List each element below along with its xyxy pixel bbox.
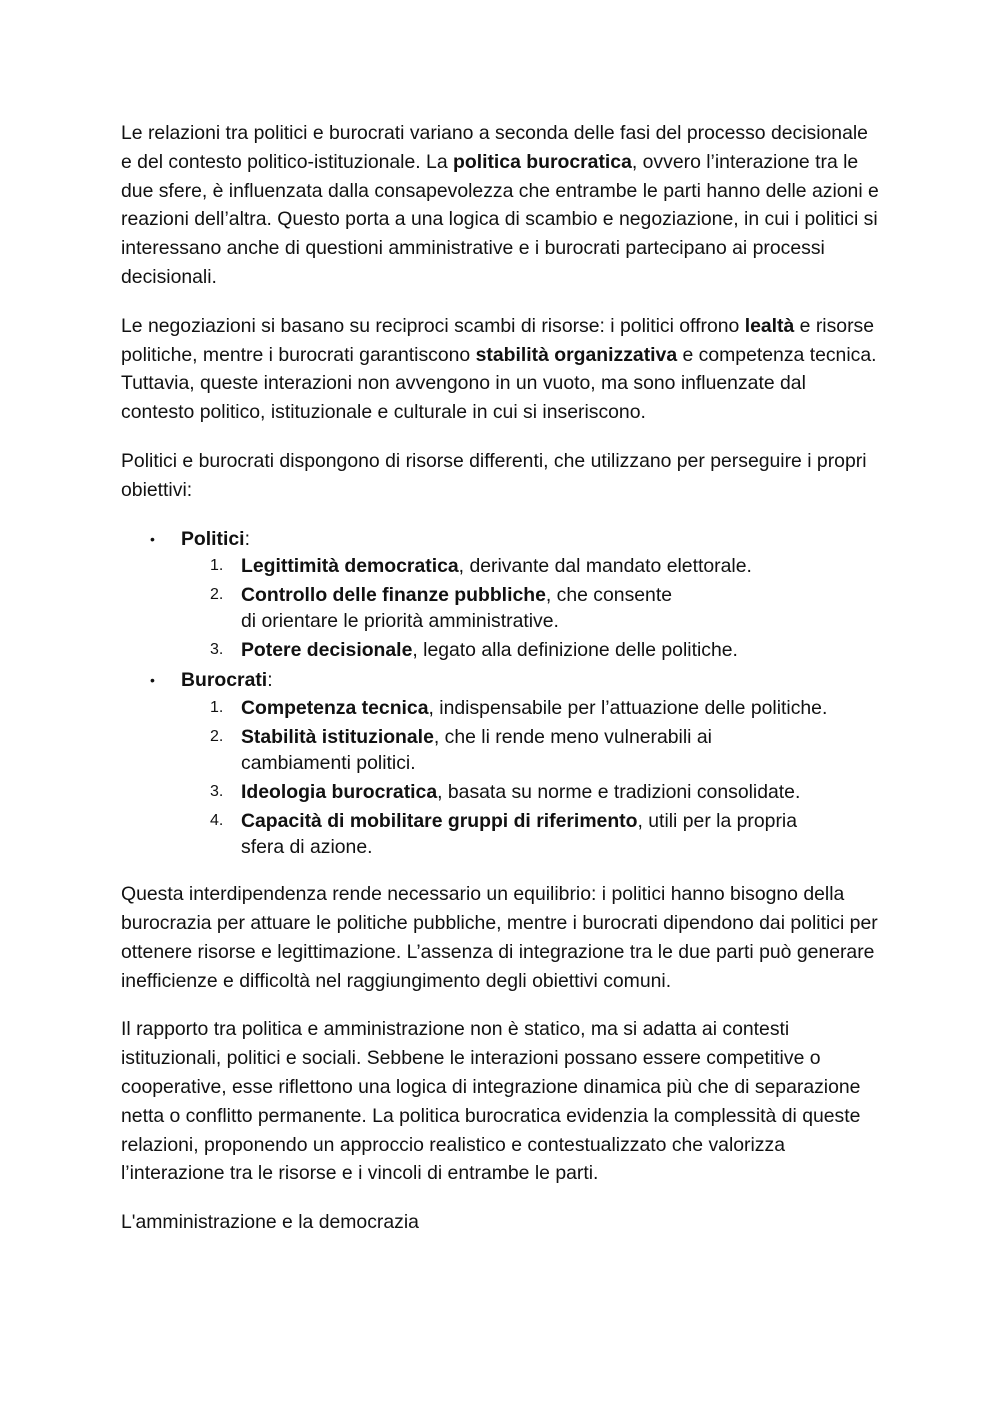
paragraph-text: e competenza tecnica. Tuttavia, queste interazioni non avvengono in un vuoto, ma sono influenzate dal contesto politico, istituzionale e culturale in cui si inseriscono. [121,343,877,424]
group-politici [121,525,881,664]
item-term: Stabilità istituzionale [241,726,434,749]
list-item [181,695,841,721]
item-text: , basata su norme e tradizioni consolidate. [437,781,801,804]
numbered-list [181,553,881,663]
item-term: Capacità di mobilitare gruppi di riferimento [241,810,638,833]
bullet-icon: • [150,672,155,689]
item-text: , che li rende meno vulnerabili ai cambiamenti politici. [241,726,712,775]
paragraph-text: Politici e burocrati dispongono di risorse differenti, che utilizzano per perseguire i propri obiettivi: [121,449,867,501]
list-item [181,582,691,634]
item-term: Controllo delle finanze pubbliche [241,584,546,607]
list-number: 2. [210,586,224,604]
item-text: , utili per la propria sfera di azione. [241,810,798,859]
list-item [181,724,801,776]
resources-list [121,525,881,861]
bold-term-lealta: lealtà [744,314,795,337]
item-text: , legato alla definizione delle politiche. [412,639,738,662]
numbered-list [181,695,881,860]
group-title-suffix: : [267,669,273,692]
paragraph-text: Le negoziazioni si basano su reciproci scambi di risorse: i politici offrono [121,314,745,337]
item-term: Legittimità democratica [241,555,459,578]
item-text: , derivante dal mandato elettorale. [458,555,752,578]
group-title-suffix: : [244,527,250,550]
paragraph-text: Le relazioni tra politici e burocrati variano a seconda delle fasi del processo decisionale e del contesto politico-istituzionale. La [121,122,868,173]
bold-term-politica-burocratica: politica burocratica [453,150,632,173]
list-number: 2. [210,728,224,746]
paragraph-text: e risorse politiche, mentre i burocrati garantiscono [121,314,875,366]
section-heading: L'amministrazione e la democrazia [121,1211,419,1234]
group-title: Politici [181,527,245,550]
list-item [181,637,881,663]
paragraph-4: Questa interdipendenza rende necessario un equilibrio: i politici hanno bisogno della burocrazia per attuare le politiche pubbliche, mentre i burocrati dipendono dai politici per ottenere risorse e legittimazione. L’assenza di integrazione tra le due parti può generare inefficienze e difficoltà nel raggiungimento degli obiettivi comuni. [121,883,878,992]
item-term: Potere decisionale [241,639,413,662]
item-term: Ideologia burocratica [241,781,438,804]
bullet-icon: • [150,530,155,547]
list-item [181,808,841,860]
document-page [121,119,881,1257]
paragraph-text: , ovvero l’interazione tra le due sfere, è influenzata dalla consapevolezza che entrambe le parti hanno delle azioni e reazioni dell’altra. Questo porta a una logica di scambio e negoziazione, in cui i politici si interessano anche di questioni amministrative e i burocrati partecipano ai processi decisionali. [121,150,879,288]
list-number: 1. [210,699,224,717]
paragraph-2 [121,312,881,427]
list-number: 3. [210,783,224,801]
item-text: , indispensabile per l’attuazione delle politiche. [428,697,828,720]
paragraph-3 [121,447,881,505]
paragraph-1 [121,119,881,292]
group-burocrati [121,666,881,860]
item-text: , che consente di orientare le priorità amministrative. [241,584,672,633]
item-term: Competenza tecnica [241,697,429,720]
list-item [181,553,881,579]
list-number: 3. [210,641,224,659]
bold-term-stabilita-organizzativa: stabilità organizzativa [475,343,678,366]
paragraph-5: Il rapporto tra politica e amministrazione non è statico, ma si adatta ai contesti istituzionali, politici e sociali. Sebbene le interazioni possano essere competitive o cooperative, esse riflettono una logica di integrazione dinamica più che di separazione netta o conflitto permanente. La politica burocratica evidenzia la complessità di queste relazioni, proponendo un approccio realistico e contestualizzato che valorizza l’interazione tra le risorse e i vincoli di entrambe le parti. [121,1018,861,1185]
list-item [181,779,881,805]
list-number: 4. [210,812,224,830]
group-title: Burocrati [181,669,268,692]
list-number: 1. [210,557,224,575]
